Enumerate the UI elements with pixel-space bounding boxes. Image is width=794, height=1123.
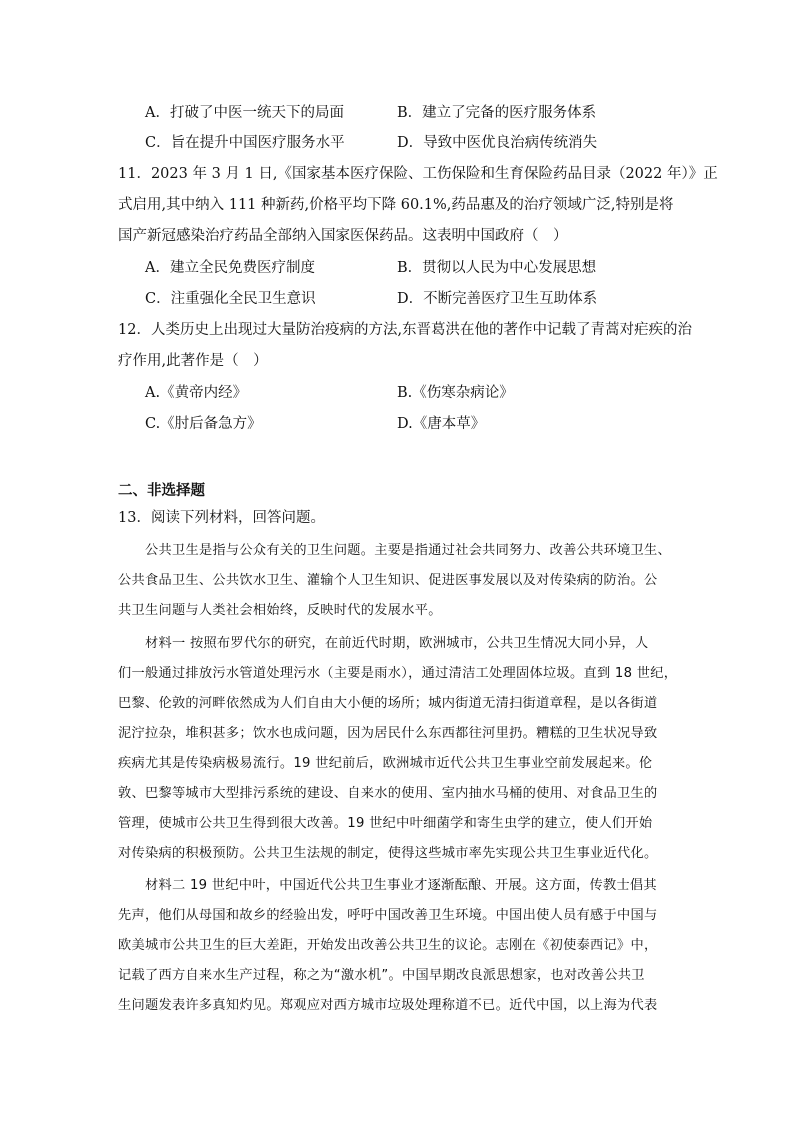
q12-option-c[interactable]: C.《肘后备急方》	[145, 416, 262, 432]
material2-line: 材料二 19 世纪中叶，中国近代公共卫生事业才逐渐酝酿、开展。这方面，传教士倡其	[145, 878, 657, 893]
material1-line: 对传染病的积极预防。公共卫生法规的制定，使得这些城市率先实现公共卫生事业近代化。	[118, 846, 658, 861]
q12-stem-line: 疗作用,此著作是（ ）	[118, 353, 268, 369]
section-title: 二、非选择题	[118, 482, 205, 499]
material2-line: 生问题发表许多真知灼见。郑观应对西方城市垃圾处理称道不已。近代中国，以上海为代表	[118, 998, 658, 1013]
q12-option-b[interactable]: B.《伤寒杂病论》	[397, 385, 514, 401]
q10-option-b[interactable]: B．建立了完备的医疗服务体系	[397, 105, 597, 121]
q11-stem-line: 国产新冠感染治疗药品全部纳入国家医保药品。这表明中国政府（ ）	[118, 228, 568, 244]
intro-line: 公共食品卫生、公共饮水卫生、灌输个人卫生知识、促进医事发展以及对传染病的防治。公	[118, 573, 658, 588]
material1-line: 巴黎、伦敦的河畔依然成为人们自由大小便的场所；城内街道无清扫街道章程，是以各街道	[118, 696, 658, 711]
material1-line: 材料一 按照布罗代尔的研究，在前近代时期，欧洲城市，公共卫生情况大同小异，人	[145, 636, 649, 651]
q11-stem-line: 式启用,其中纳入 111 种新药,价格平均下降 60.1%,药品惠及的治疗领域广泛,特别是将	[118, 197, 674, 213]
q11-option-c[interactable]: C．注重强化全民卫生意识	[145, 291, 316, 307]
q12-stem-line: 12．人类历史上出现过大量防治疫病的方法,东晋葛洪在他的著作中记载了青蒿对疟疾的治	[118, 322, 693, 338]
q10-option-a[interactable]: A．打破了中医一统天下的局面	[145, 105, 344, 121]
q10-option-c[interactable]: C．旨在提升中国医疗服务水平	[145, 135, 345, 151]
material2-line: 记载了西方自来水生产过程，称之为“激水机”。中国早期改良派思想家，也对改善公共卫	[118, 968, 645, 983]
material2-line: 欧美城市公共卫生的巨大差距，开始发出改善公共卫生的议论。志刚在《初使泰西记》中，	[118, 938, 658, 953]
material1-line: 们一般通过排放污水管道处理污水（主要是雨水），通过清洁工处理固体垃圾。直到 18 世纪，	[118, 666, 678, 681]
q11-option-b[interactable]: B．贯彻以人民为中心发展思想	[397, 260, 597, 276]
intro-line: 公共卫生是指与公众有关的卫生问题。主要是指通过社会共同努力、改善公共环境卫生、	[145, 543, 672, 558]
material1-line: 敦、巴黎等城市大型排污系统的建设、自来水的使用、室内抽水马桶的使用、对食品卫生的	[118, 786, 658, 801]
q12-option-d[interactable]: D.《唐本草》	[397, 416, 486, 432]
q11-stem-line: 11．2023 年 3 月 1 日,《国家基本医疗保险、工伤保险和生育保险药品目录（2022 年）》正	[118, 166, 718, 182]
q10-option-d[interactable]: D．导致中医优良治病传统消失	[397, 135, 598, 151]
intro-line: 共卫生问题与人类社会相始终，反映时代的发展水平。	[118, 603, 442, 618]
material2-line: 先声，他们从母国和故乡的经验出发，呼吁中国改善卫生环境。中国出使人员有感于中国与	[118, 908, 658, 923]
q13-stem: 13．阅读下列材料，回答问题。	[118, 510, 325, 526]
material1-line: 管理，使城市公共卫生得到很大改善。19 世纪中叶细菌学和寄生虫学的建立，使人们开始	[118, 816, 653, 831]
q11-option-d[interactable]: D．不断完善医疗卫生互助体系	[397, 291, 598, 307]
q12-option-a[interactable]: A.《黄帝内经》	[145, 385, 248, 401]
q11-option-a[interactable]: A．建立全民免费医疗制度	[145, 260, 315, 276]
material1-line: 泥泞拉杂，堆积甚多；饮水也成问题，因为居民什么东西都往河里扔。糟糕的卫生状况导致	[118, 726, 658, 741]
material1-line: 疾病尤其是传染病极易流行。19 世纪前后，欧洲城市近代公共卫生事业空前发展起来。伦	[118, 756, 653, 771]
